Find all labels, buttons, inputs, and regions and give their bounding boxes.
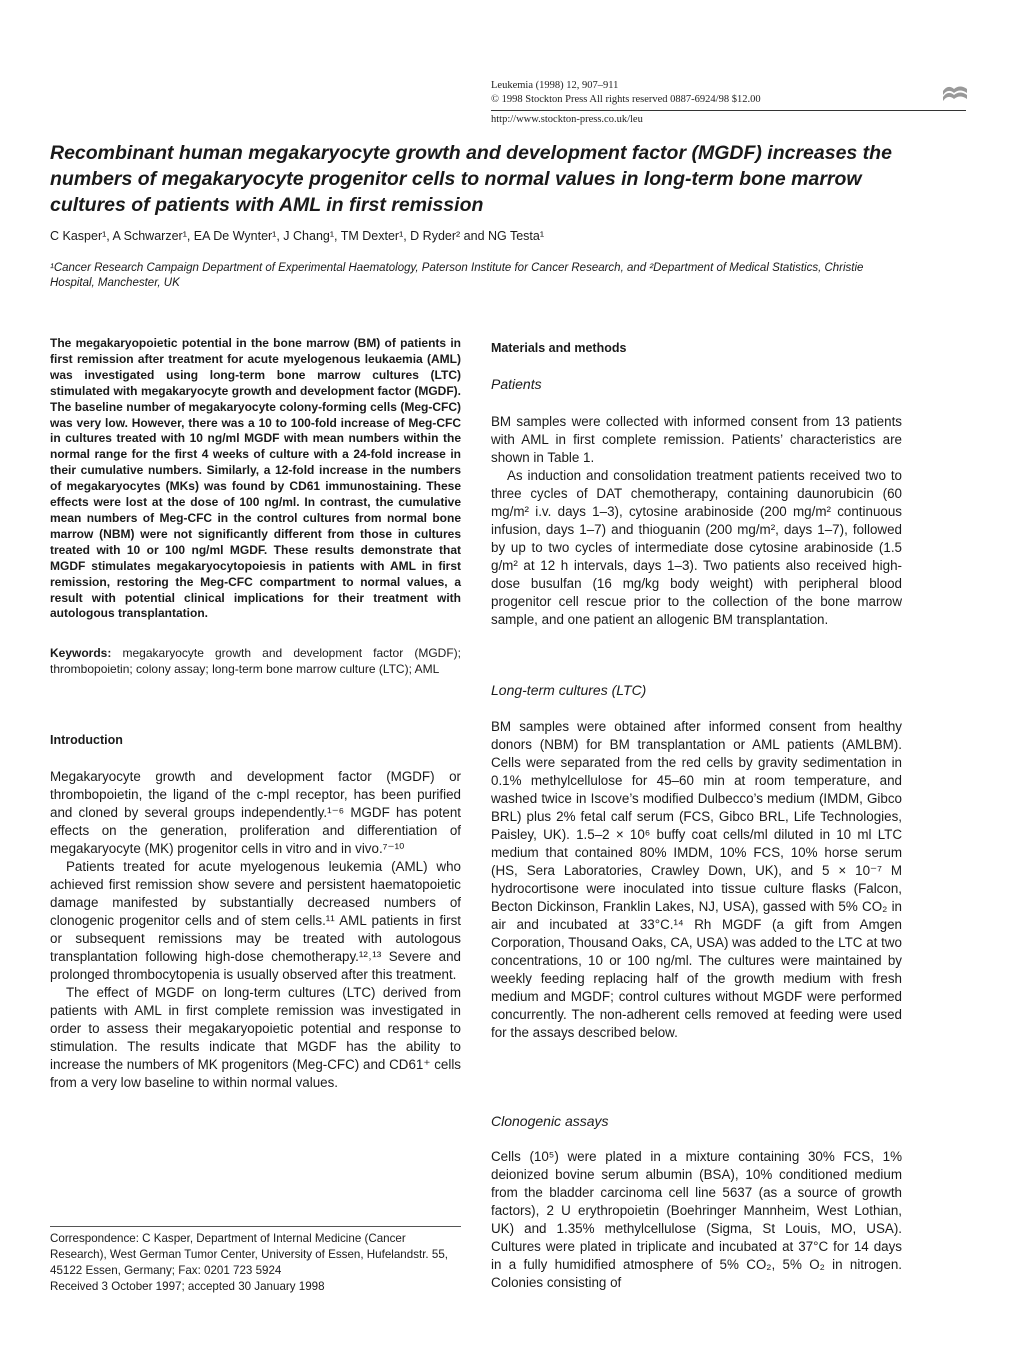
journal-citation: Leukemia (1998) 12, 907–911 xyxy=(491,80,619,91)
footnote-rule xyxy=(50,1226,461,1227)
author-list: C Kasper¹, A Schwarzer¹, EA De Wynter¹, J Chang¹, TM Dexter¹, D Ryder² and NG Testa¹ xyxy=(50,229,545,243)
journal-url[interactable]: http://www.stockton-press.co.uk/leu xyxy=(491,114,643,125)
patients-body xyxy=(491,413,902,629)
introduction-body xyxy=(50,768,461,1092)
affiliations: ¹Cancer Research Campaign Department of Experimental Haematology, Paterson Institute for Cancer Research, and ²Department of Medical Statistics, Christie Hospital, Manchester, UK xyxy=(50,262,864,289)
abstract: The megakaryopoietic potential in the bone marrow (BM) of patients in first remission after treatment for acute myelogenous leukaemia (AML) was investigated using long-term bone marrow cultures (LTC) stimulated with megakaryocyte growth and development factor (MGDF). The baseline number of megakaryocyte colony-forming cells (Meg-CFC) was very low. However, there was a 10 to 100-fold increase of Meg-CFC in cultures treated with 10 ng/ml MGDF with mean numbers within the normal range for the first 4 weeks of culture with a 24-fold increase in their cumulative numbers. Similarly, a 12-fold increase in the numbers of megakaryocytes (MKs) was found by CD61 immunostaining. These effects were lost at the dose of 100 ng/ml. In contrast, the cumulative mean numbers of Meg-CFC in the control cultures from normal bone marrow (NBM) were not significantly different from those in cultures treated with 10 or 100 ng/ml MGDF. These results demonstrate that MGDF stimulates megakaryocytopoiesis in patients with AML in first remission, restoring the Meg-CFC compartment to normal values, a result with potential clinical implications for their treatment with autologous transplantation. xyxy=(50,336,461,621)
clonogenic-heading: Clonogenic assays xyxy=(491,1113,609,1129)
header-rule xyxy=(491,110,966,111)
copyright: © 1998 Stockton Press All rights reserved 0887-6924/98 $12.00 xyxy=(491,94,761,105)
article-title: Recombinant human megakaryocyte growth and development factor (MGDF) increases the numbers of megakaryocyte progenitor cells to normal values in long-term bone marrow cultures of patients with AML in first remission xyxy=(50,142,892,216)
paragraph: The effect of MGDF on long-term cultures (LTC) derived from patients with AML in first complete remission was investigated in order to assess their megakaryopoietic potential and response to stimulation. The results indicate that MGDF has the ability to increase the numbers of MK progenitors (Meg-CFC) and CD61⁺ cells from a very low baseline to within normal values. xyxy=(50,985,461,1090)
clonogenic-body xyxy=(491,1148,902,1292)
paragraph: Megakaryocyte growth and development factor (MGDF) or thrombopoietin, the ligand of the c-mpl receptor, has been purified and cloned by several groups independently.¹⁻⁶ MGDF has potent effects on the generation, proliferation and differentiation of megakaryocyte (MK) progenitor cells in vitro and in vivo.⁷⁻¹⁰ xyxy=(50,769,461,856)
ltc-heading: Long-term cultures (LTC) xyxy=(491,682,647,698)
paragraph: BM samples were obtained after informed consent from healthy donors (NBM) for BM transplantation or AML patients (AMLBM). Cells were separated from the red cells by gravity sedimentation in 0.1% methylcellulose for 45–60 min at room temperature, and washed twice in Iscove’s modified Dulbecco’s medium (IMDM, Gibco BRL) plus 2% fetal calf serum (FCS, Gibco BRL, Life Technologies, Paisley, UK). 1.5–2 × 10⁶ buffy coat cells/ml diluted in 10 ml LTC medium that contained 80% IMDM, 10% FCS, 10% horse serum (HS, Sera Laboratories, Crawley Down, UK), and 5 × 10⁻⁷ M hydrocortisone were inoculated into tissue culture flasks (Falcon, Becton Dickinson, Franklin Lakes, NJ, USA), gassed with 5% CO₂ in air and incubated at 33°C.¹⁴ Rh MGDF (a gift from Amgen Corporation, Thousand Oaks, CA, USA) was added to the LTC at two concentrations, 10 or 100 ng/ml. The cultures were maintained by weekly feeding replacing half of the growth medium with fresh medium and MGDF; control cultures without MGDF were performed concurrently. The non-adherent cells removed at feeding were used for the assays described below. xyxy=(491,719,902,1040)
paragraph: BM samples were collected with informed consent from 13 patients with AML in first complete remission. Patients’ characteristics are shown in Table 1. xyxy=(491,414,902,465)
correspondence: Correspondence: C Kasper, Department of Internal Medicine (Cancer Research), West German Tumor Center, University of Essen, Hufelandstr. 55, 45122 Essen, Germany; Fax: 0201 723 5924 xyxy=(50,1232,448,1277)
publisher-logo-icon xyxy=(942,82,968,102)
footnotes xyxy=(50,1231,461,1295)
ltc-body xyxy=(491,718,902,1042)
keywords-text: megakaryocyte growth and development factor (MGDF); thrombopoietin; colony assay; long-term bone marrow culture (LTC); AML xyxy=(50,646,461,676)
patients-heading: Patients xyxy=(491,376,542,392)
methods-heading: Materials and methods xyxy=(491,341,627,355)
keywords xyxy=(50,646,461,678)
paragraph: Cells (10⁵) were plated in a mixture containing 30% FCS, 1% deionized bovine serum albumin (BSA), 10% conditioned medium from the bladder carcinoma cell line 5637 (as a source of growth factors), 2 U erythropoietin (Boehringer Mannheim, West Lothian, UK) and 1.35% methylcellulose (Sigma, St Louis, MO, USA). Cultures were plated in triplicate and incubated at 37°C for 14 days in a fully humidified atmosphere of 5% CO₂, 5% O₂ in nitrogen. Colonies consisting of xyxy=(491,1149,902,1290)
paragraph: Patients treated for acute myelogenous leukemia (AML) who achieved first remission show severe and persistent haematopoietic damage manifested by substantially decreased numbers of clonogenic progenitor cells and of stem cells.¹¹ AML patients in first or subsequent remissions may be treated with autologous transplantation following high-dose chemotherapy.¹²˒¹³ Severe and prolonged thrombocytopenia is usually observed after this treatment. xyxy=(50,859,461,982)
introduction-heading: Introduction xyxy=(50,733,123,747)
paragraph: As induction and consolidation treatment patients received two to three cycles of DAT chemotherapy, containing daunorubicin (60 mg/m² i.v. days 1–3), cytosine arabinoside (200 mg/m² continuous infusion, days 1–7) and thioguanin (200 mg/m², days 1–7), followed by up to two cycles of intermediate dose cytosine arabinoside (1.5 g/m² at 12 h intervals, days 1–3). Two patients also received high-dose busulfan (16 mg/kg body weight) with peripheral blood progenitor cell rescue prior to the collection of the bone marrow sample, and one patient an allogenic BM transplantation. xyxy=(491,468,902,627)
received-dates: Received 3 October 1997; accepted 30 January 1998 xyxy=(50,1280,325,1293)
keywords-label: Keywords: xyxy=(50,646,112,660)
